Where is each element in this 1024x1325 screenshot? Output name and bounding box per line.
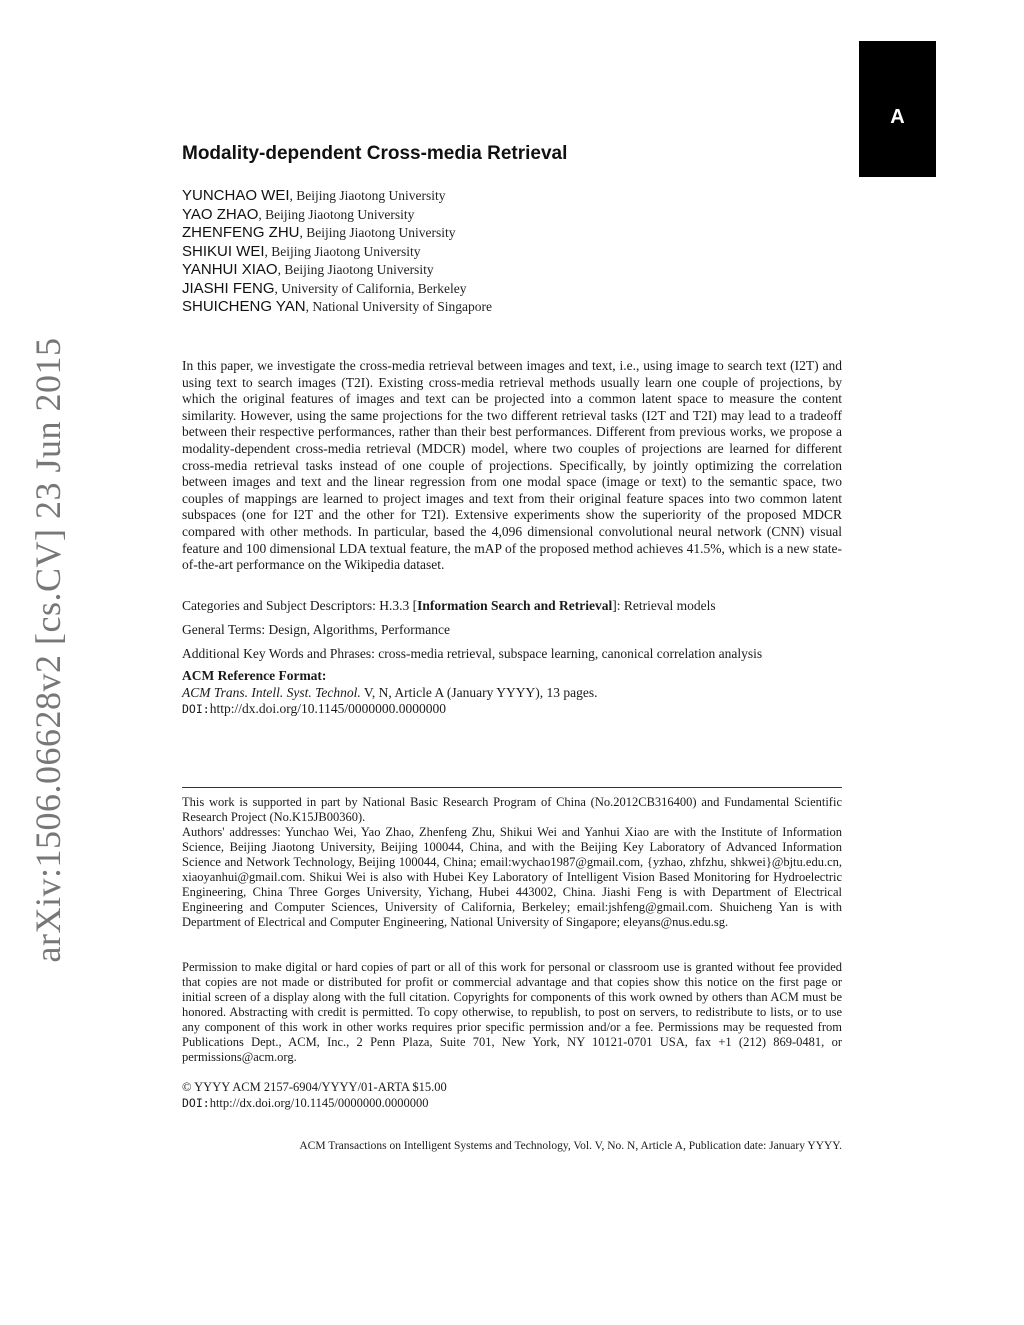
categories-prefix: Categories and Subject Descriptors: H.3.3 [ [182, 598, 418, 613]
author-item [182, 297, 492, 316]
author-name: YANHUI XIAO [182, 261, 278, 278]
footnote-support: This work is supported in part by National Basic Research Program of China (No.2012CB316400) and Fundamental Scientific Research Project (No.K15JB00360). [182, 795, 842, 824]
footnote-permission: Permission to make digital or hard copies of part or all of this work for personal or classroom use is granted without fee provided that copies are not made or distributed for profit or commercial advantage and that copies show this notice on the first page or initial screen of a display along with the full citation. Copyrights for components of this work owned by others than ACM must be honored. Abstracting with credit is permitted. To copy otherwise, to republish, to post on servers, to redistribute to lists, or to use any component of this work in other works requires prior specific permission and/or a fee. Permissions may be requested from Publications Dept., ACM, Inc., 2 Penn Plaza, Suite 701, New York, NY 10121-0701 USA, fax +1 (212) 869-0481, or permissions@acm.org. [182, 960, 842, 1064]
author-affiliation: , University of California, Berkeley [274, 280, 467, 296]
author-item [182, 186, 492, 205]
footnote-divider [182, 787, 842, 788]
author-affiliation: , Beijing Jiaotong University [258, 206, 415, 222]
author-affiliation: , Beijing Jiaotong University [264, 243, 421, 259]
author-name: YUNCHAO WEI [182, 187, 290, 204]
author-affiliation: , Beijing Jiaotong University [277, 262, 434, 277]
author-list [182, 186, 492, 316]
footnote-addresses: Authors' addresses: Yunchao Wei, Yao Zhao, Zhenfeng Zhu, Shikui Wei and Yanhui Xiao are with the Institute of Information Science, Beijing Jiaotong University, Beijing 100044, China, and with the Beijing Key Laboratory of Advanced Information Science and Network Technology, Beijing 100044, China; email:wychao1987@gmail.com, {yzhao, zhfzhu, shkwei}@bjtu.edu.cn, xiaoyanhui@gmail.com. Shikui Wei is also with Hubei Key Laboratory of Intelligent Vision Based Monitoring for Hydroelectric Engineering, China Three Gorges University, Yichang, Hubei 443002, China. Jiashi Feng is with Department of Electrical Engineering and Computer Sciences, University of California, Berkeley; email:jshfeng@gmail.com. Shuicheng Yan is with Department of Electrical and Computer Engineering, National University of Singapore; eleyans@nus.edu.sg. [182, 825, 842, 929]
author-item [182, 279, 492, 298]
author-item [182, 223, 492, 242]
author-item [182, 242, 492, 261]
author-name: JIASHI FENG [182, 279, 275, 297]
abstract: In this paper, we investigate the cross-media retrieval between images and text, i.e., using image to search text (I2T) and using text to search images (T2I). Existing cross-media retrieval methods usually learn one couple of projections, by which the original features of images and text can be projected into a common latent space to measure the content similarity. However, using the same projections for the two different retrieval tasks (I2T and T2I) may lead to a tradeoff between their respective performances, rather than their best performances. Different from previous works, we propose a modality-dependent cross-media retrieval (MDCR) model, where two couples of projections are learned for different cross-media retrieval tasks instead of one couple of projections. Specifically, by jointly optimizing the correlation between images and text and the linear regression from one modal space (image or text) to the semantic space, two couples of mappings are learned to project images and text from their original feature spaces into two common latent subspaces (one for I2T and the other for T2I). Extensive experiments show the superiority of the proposed MDCR compared with other methods. In particular, based the 4,096 dimensional convolutional neural network (CNN) visual feature and 100 dimensional LDA textual feature, the mAP of the proposed method achieves 41.5%, which is a new state-of-the-art performance on the Wikipedia dataset. [182, 358, 842, 573]
article-letter-tab [859, 41, 936, 177]
footnote-doi [182, 1096, 842, 1111]
author-item [182, 260, 492, 279]
categories-suffix: ]: Retrieval models [612, 598, 716, 613]
reference-journal: ACM Trans. Intell. Syst. Technol. [182, 684, 361, 700]
general-terms: General Terms: Design, Algorithms, Performance [182, 622, 450, 637]
article-letter: A [890, 106, 905, 128]
footnote-copyright: © YYYY ACM 2157-6904/YYYY/01-ARTA $15.00 [182, 1080, 447, 1094]
acm-reference-format [182, 668, 842, 718]
reference-details: V, N, Article A (January YYYY), 13 pages. [360, 684, 598, 700]
author-name: ZHENFENG ZHU [182, 224, 300, 241]
author-name: SHUICHENG YAN [182, 298, 306, 315]
categories-descriptors [182, 598, 842, 615]
categories-bold: Information Search and Retrieval [417, 598, 613, 613]
author-affiliation: , National University of Singapore [305, 299, 492, 314]
author-affiliation: , Beijing Jiaotong University [289, 188, 446, 203]
author-item [182, 205, 492, 224]
author-name: SHIKUI WEI [182, 242, 265, 260]
reference-doi-label: DOI: [182, 702, 210, 717]
reference-citation [182, 685, 842, 702]
running-footer: ACM Transactions on Intelligent Systems and Technology, Vol. V, No. N, Article A, Publication date: January YYYY. [299, 1140, 842, 1152]
paper-title: Modality-dependent Cross-media Retrieval [182, 143, 568, 164]
author-name: YAO ZHAO [182, 205, 259, 223]
footnote-doi-label: DOI: [182, 1096, 210, 1110]
arxiv-stamp: arXiv:1506.06628v2 [cs.CV] 23 Jun 2015 [28, 337, 68, 963]
reference-heading: ACM Reference Format: [182, 668, 327, 683]
reference-doi [182, 701, 842, 718]
keywords: Additional Key Words and Phrases: cross-media retrieval, subspace learning, canonical correlation analysis [182, 646, 763, 661]
reference-doi-link[interactable]: http://dx.doi.org/10.1145/0000000.0000000 [209, 701, 446, 717]
footnote-doi-link[interactable]: http://dx.doi.org/10.1145/0000000.0000000 [209, 1096, 429, 1110]
author-affiliation: , Beijing Jiaotong University [299, 225, 456, 240]
